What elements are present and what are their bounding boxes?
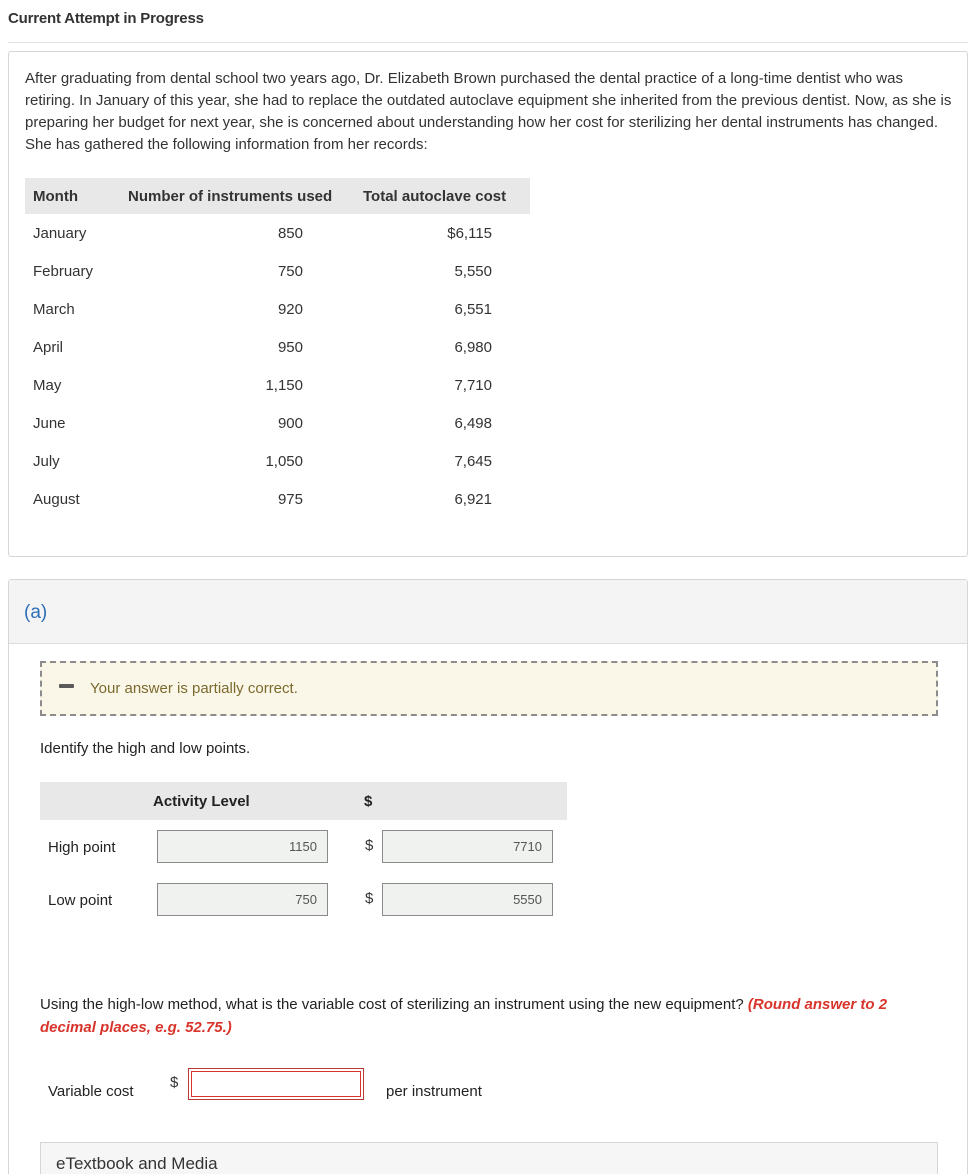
table-row bbox=[25, 252, 530, 290]
column-header-cost: Total autoclave cost bbox=[355, 178, 530, 214]
cost-cell: 6,551 bbox=[454, 300, 492, 318]
table-row bbox=[25, 290, 530, 328]
month-cell: February bbox=[33, 262, 94, 280]
table-row bbox=[25, 214, 530, 252]
variable-cost-question-text: Using the high-low method, what is the variable cost of sterilizing an instrument using the new equipment? bbox=[40, 996, 744, 1013]
table-row bbox=[25, 328, 530, 366]
attempt-header: Current Attempt in Progress bbox=[8, 10, 204, 27]
part-a-header bbox=[9, 580, 967, 644]
dollar-header: $ bbox=[364, 793, 373, 810]
instruments-cell: 1,050 bbox=[265, 452, 303, 470]
table-row bbox=[25, 404, 530, 442]
high-point-label: High point bbox=[48, 839, 116, 856]
month-cell: January bbox=[33, 224, 87, 242]
problem-card bbox=[8, 51, 968, 557]
high-cost-input[interactable]: 7710 bbox=[382, 830, 553, 863]
month-cell: April bbox=[33, 338, 64, 356]
variable-cost-currency: $ bbox=[170, 1074, 179, 1091]
month-cell: May bbox=[33, 376, 62, 394]
cost-cell: 5,550 bbox=[454, 262, 492, 280]
table-row bbox=[25, 366, 530, 404]
problem-intro: After graduating from dental school two years ago, Dr. Elizabeth Brown purchased the dental practice of a long-time dentist who was retiring. In January of this year, she had to replace the outdated autoclave equipment she inherited from the previous dentist. Now, as she is preparing her budget for next year, she is concerned about understanding how her cost for sterilizing her dental instruments has changed. She has gathered the following information from her records: bbox=[25, 70, 952, 153]
cost-cell: 7,645 bbox=[454, 452, 492, 470]
instruments-cell: 850 bbox=[277, 224, 303, 242]
cost-cell: $6,115 bbox=[447, 224, 492, 242]
etextbook-media-label[interactable]: eTextbook and Media bbox=[56, 1154, 218, 1173]
table-row bbox=[25, 442, 530, 480]
rounding-hint: (Round answer to 2 decimal places, e.g. 52.75.) bbox=[40, 996, 888, 1036]
cost-cell: 6,980 bbox=[454, 338, 492, 356]
high-activity-input[interactable]: 1150 bbox=[157, 830, 328, 863]
feedback-banner bbox=[40, 661, 938, 716]
table-row bbox=[25, 480, 530, 518]
etextbook-media-panel[interactable] bbox=[40, 1142, 938, 1174]
records-table-header bbox=[25, 178, 530, 214]
column-header-month: Month bbox=[25, 178, 120, 214]
instruments-cell: 920 bbox=[277, 300, 303, 318]
header-divider bbox=[8, 42, 968, 43]
instruments-cell: 950 bbox=[277, 338, 303, 356]
high-low-question: Identify the high and low points. bbox=[40, 740, 251, 757]
records-table bbox=[25, 178, 530, 518]
per-instrument-label: per instrument bbox=[386, 1083, 482, 1100]
instruments-cell: 750 bbox=[277, 262, 303, 280]
month-cell: August bbox=[33, 490, 80, 508]
variable-cost-input-field[interactable] bbox=[191, 1071, 361, 1097]
cost-cell: 6,498 bbox=[454, 414, 492, 432]
high-currency-symbol: $ bbox=[365, 837, 374, 854]
variable-cost-label: Variable cost bbox=[48, 1083, 134, 1100]
month-cell: June bbox=[33, 414, 66, 432]
partial-correct-icon bbox=[59, 684, 74, 688]
month-cell: March bbox=[33, 300, 75, 318]
column-header-instruments: Number of instruments used bbox=[120, 178, 355, 214]
month-cell: July bbox=[33, 452, 60, 470]
feedback-text: Your answer is partially correct. bbox=[90, 680, 298, 697]
variable-cost-input[interactable] bbox=[188, 1068, 364, 1100]
cost-cell: 6,921 bbox=[454, 490, 492, 508]
variable-cost-question bbox=[40, 993, 940, 1039]
low-currency-symbol: $ bbox=[365, 890, 374, 907]
low-cost-input[interactable]: 5550 bbox=[382, 883, 553, 916]
high-low-table-header bbox=[40, 782, 567, 820]
low-point-label: Low point bbox=[48, 892, 113, 909]
part-a-card bbox=[8, 579, 968, 1174]
cost-cell: 7,710 bbox=[454, 376, 492, 394]
low-activity-input[interactable]: 750 bbox=[157, 883, 328, 916]
activity-level-header: Activity Level bbox=[153, 793, 250, 810]
instruments-cell: 1,150 bbox=[265, 376, 303, 394]
part-label: (a) bbox=[24, 602, 48, 623]
instruments-cell: 975 bbox=[277, 490, 303, 508]
instruments-cell: 900 bbox=[277, 414, 303, 432]
